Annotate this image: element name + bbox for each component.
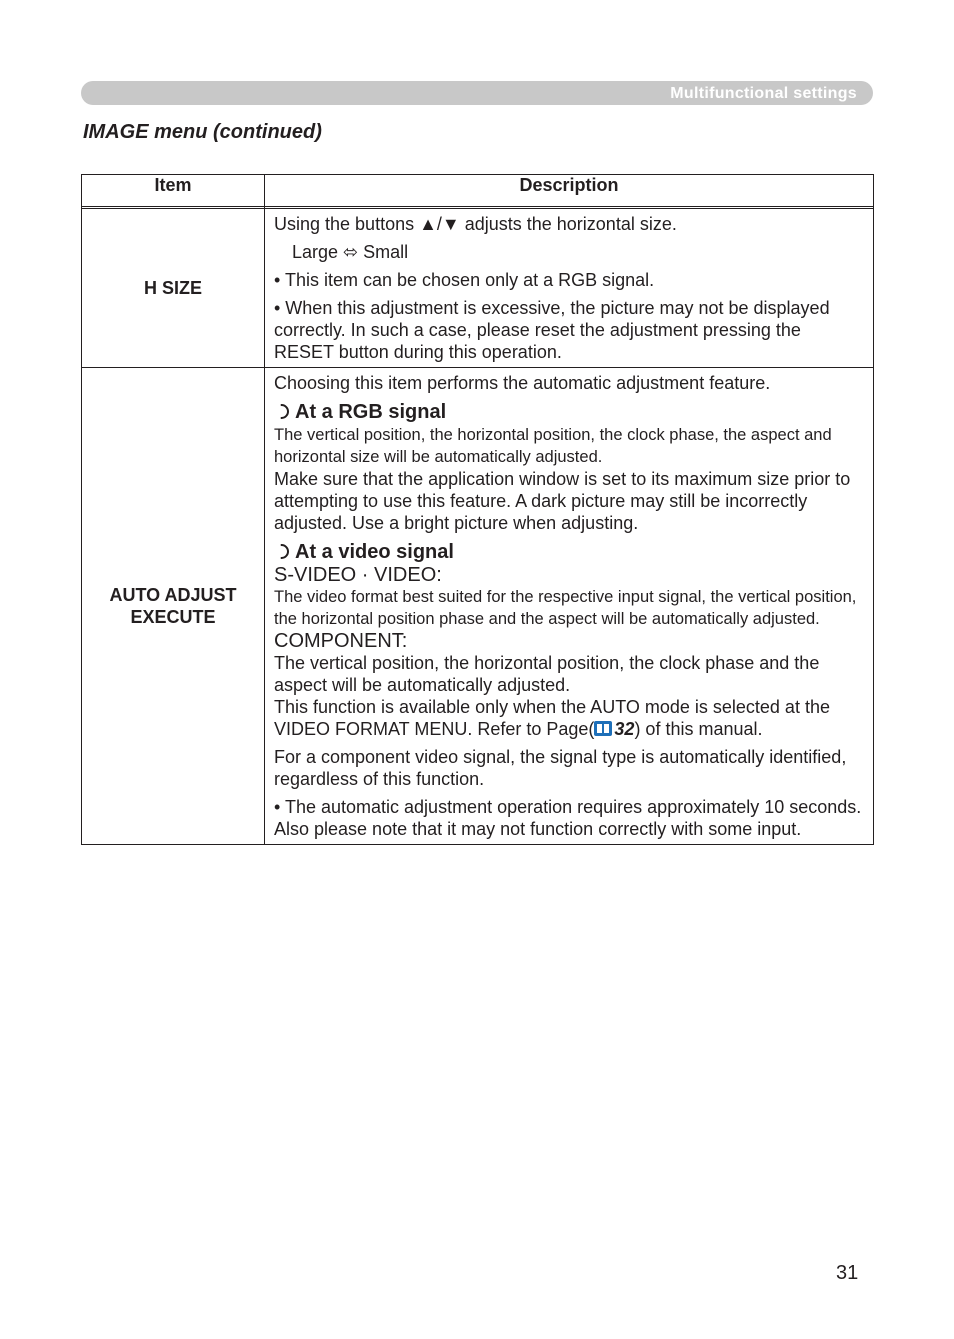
item-auto-adjust-line-2: EXECUTE	[130, 607, 216, 627]
rgb-signal-text-2: Make sure that the application window is set to its maximum size prior to attempting to use this feature. A dark picture may still be incorrectly adjusted. Use a bright picture when adjusting.	[274, 469, 851, 533]
component-label: COMPONENT:	[274, 630, 408, 652]
component-text-1: The vertical position, the horizontal position, the clock phase and the aspect will be automatically adjusted.	[274, 653, 820, 695]
component-text-2	[274, 696, 865, 740]
component-text-2-pre: This function is available only when the AUTO mode is selected at the VIDEO FORMAT MENU. Refer to Page(	[274, 697, 830, 739]
rgb-signal-heading	[274, 400, 865, 424]
auto-adjust-note: • The automatic adjustment operation requires approximately 10 seconds. Also please note that it may not function correctly with some input.	[274, 797, 862, 839]
item-auto-adjust-line-1: AUTO ADJUST	[109, 585, 237, 605]
description-h-size	[265, 209, 874, 368]
circle-bullet-icon	[274, 404, 289, 419]
page-title: IMAGE menu (continued)	[83, 121, 322, 143]
component-text-2-post: ) of this manual.	[634, 719, 763, 739]
component-text-3: For a component video signal, the signal type is automatically identified, regardless of this function.	[274, 747, 847, 789]
table-header-row	[82, 175, 874, 207]
menu-table	[81, 174, 874, 845]
h-size-line-3: • This item can be chosen only at a RGB signal.	[274, 270, 655, 290]
column-header-item: Item	[82, 175, 265, 207]
h-size-line-4: • When this adjustment is excessive, the picture may not be displayed correctly. In such a case, please reset the adjustment pressing the RESET button during this operation.	[274, 298, 830, 362]
auto-adjust-intro: Choosing this item performs the automatic adjustment feature.	[274, 373, 771, 393]
item-h-size: H SIZE	[82, 209, 265, 368]
table-row-auto-adjust	[82, 368, 874, 845]
page-reference: 32	[614, 719, 635, 739]
svideo-text: The video format best suited for the respective input signal, the vertical position, the horizontal position phase and the aspect will be automatically adjusted.	[274, 588, 857, 628]
rgb-signal-text-1: The vertical position, the horizontal position, the clock phase, the aspect and horizontal size will be automatically adjusted.	[274, 426, 832, 466]
column-header-description: Description	[265, 175, 874, 207]
h-size-line-1: Using the buttons ▲/▼ adjusts the horizontal size.	[274, 214, 677, 234]
rgb-signal-heading-text: At a RGB signal	[295, 401, 447, 423]
section-header-title: Multifunctional settings	[670, 85, 857, 102]
table-row-h-size	[82, 209, 874, 368]
book-icon	[594, 721, 612, 736]
video-signal-heading-text: At a video signal	[295, 541, 454, 563]
svideo-label: S-VIDEO · VIDEO:	[274, 564, 442, 586]
section-header-bar	[81, 81, 873, 105]
video-signal-heading	[274, 540, 865, 564]
page-number: 31	[836, 1262, 859, 1284]
circle-bullet-icon	[274, 544, 289, 559]
description-auto-adjust	[265, 368, 874, 845]
h-size-line-2: Large ⬄ Small	[292, 242, 409, 262]
item-auto-adjust-execute	[82, 368, 265, 845]
